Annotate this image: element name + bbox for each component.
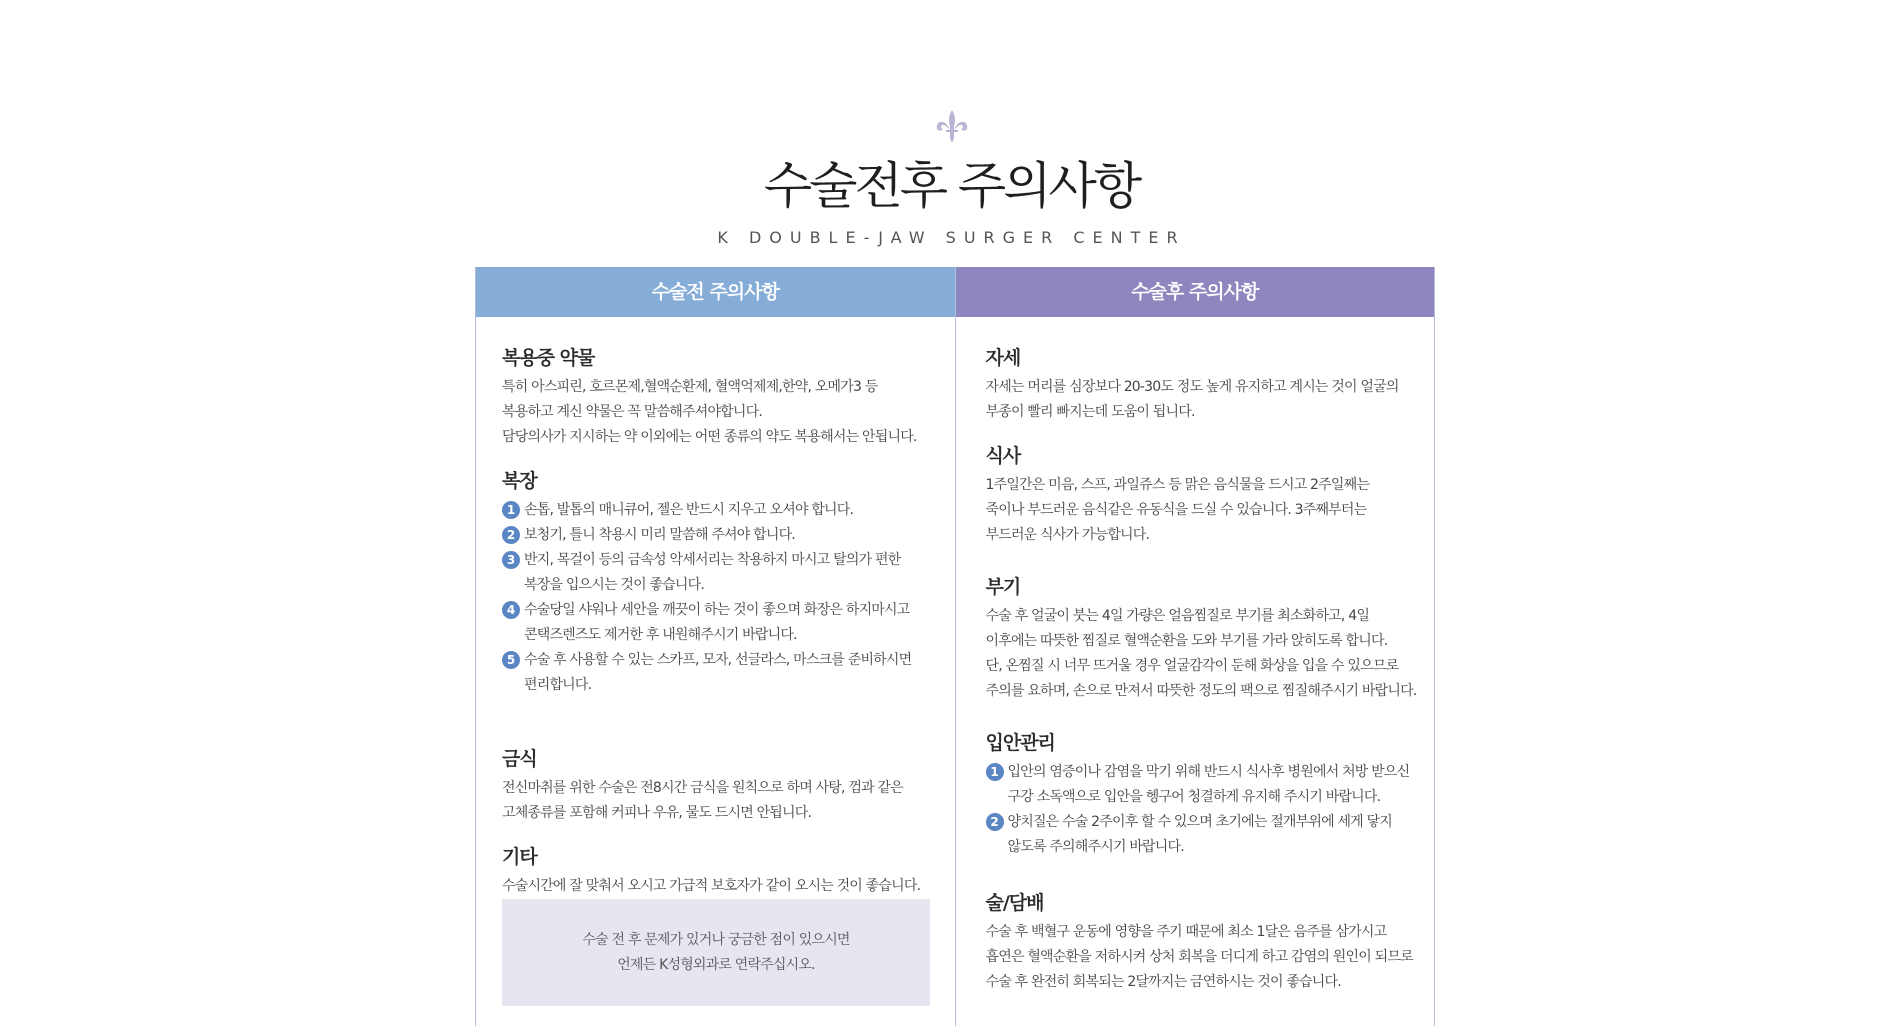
text-line: 입안의 염증이나 감염을 막기 위해 반드시 식사후 병원에서 처방 받으신 [1007,764,1410,780]
text-line: 않도록 주의해주시기 바랍니다. [1007,839,1184,855]
precautions-table [475,267,1435,1026]
text-line: 반지, 목걸이 등의 금속성 악세서리는 착용하지 마시고 탈의가 편한 [524,552,901,568]
text-line: 복용하고 계신 약물은 꼭 말씀해주셔야합니다. [502,404,763,420]
before-surgery-column [476,267,956,1026]
section-title: 기타 [502,846,537,868]
text-line: 특히 아스피린, 호르몬제,혈액순환제, 혈액억제제,한약, 오메가3 등 [502,379,878,395]
text-line: 고체종류를 포함해 커피나 우유, 물도 드시면 안됩니다. [502,805,812,821]
meal-section [986,443,1435,548]
page-subtitle: K DOUBLE-JAW SURGER CENTER [717,228,1186,247]
number-badge: 4 [502,601,520,619]
text-line: 수술 후 백혈구 운동에 영향을 주기 때문에 최소 1달은 음주를 삼가시고 [985,924,1387,940]
section-title: 술/담배 [985,892,1044,914]
text-line: 보청기, 틀니 착용시 미리 말씀해 주셔야 합니다. [524,527,795,543]
list-item [502,498,955,523]
before-surgery-heading: 수술전 주의사항 [476,267,955,317]
text-line: 수술 후 사용할 수 있는 스카프, 모자, 선글라스, 마스크를 준비하시면 [524,652,912,668]
after-surgery-heading: 수술후 주의사항 [956,267,1435,317]
section-title: 입안관리 [985,732,1055,754]
page-title: 수술전후 주의사항 [763,157,1140,215]
text-line: 편리합니다. [524,677,592,693]
attire-section [502,468,955,698]
posture-section [986,345,1435,425]
text-line: 1주일간은 미음, 스프, 과일쥬스 등 맑은 음식물을 드시고 2주일째는 [985,477,1370,493]
section-title: 식사 [985,445,1021,467]
text-line: 단, 온찜질 시 너무 뜨거울 경우 얼굴감각이 둔해 화상을 입을 수 있으므로 [985,658,1399,674]
text-line: 수술 후 얼굴이 붓는 4일 가량은 얼음찜질로 부기를 최소화하고, 4일 [985,608,1370,624]
list-item [502,523,955,548]
text-line: 구강 소독액으로 입안을 헹구어 청결하게 유지해 주시기 바랍니다. [1007,789,1381,805]
text-line: 전신마취를 위한 수술은 전8시간 금식을 원칙으로 하며 사탕, 껌과 같은 [502,780,903,796]
text-line: 수술시간에 잘 맞춰서 오시고 가급적 보호자가 같이 오시는 것이 좋습니다. [502,878,921,894]
oral-care-section [986,730,1435,860]
notice-line: 언제든 K성형외과로 연락주십시오. [617,956,815,973]
fleur-de-lis-icon [932,108,972,144]
text-line: 손톱, 발톱의 매니큐어, 젤은 반드시 지우고 오셔야 합니다. [524,502,854,518]
section-title: 복용중 약물 [502,347,595,369]
text-line: 콘택즈렌즈도 제거한 후 내원해주시기 바랍니다. [524,627,797,643]
medication-section [502,345,955,450]
section-title: 금식 [502,748,537,770]
text-line: 담당의사가 지시하는 약 이외에는 어떤 종류의 약도 복용해서는 안됩니다. [502,429,917,445]
list-item [502,598,955,648]
text-line: 흡연은 혈액순환을 저하시켜 상처 회복을 더디게 하고 감염의 원인이 되므로 [985,949,1413,965]
number-badge: 2 [986,813,1004,831]
number-badge: 2 [502,526,520,544]
number-badge: 1 [986,763,1004,781]
number-badge: 5 [502,651,520,669]
number-badge: 1 [502,501,520,519]
after-surgery-column [956,267,1435,1026]
page-header [0,108,1903,248]
notice-line: 수술 전 후 문제가 있거나 궁금한 점이 있으시면 [582,931,850,948]
text-line: 복장을 입으시는 것이 좋습니다. [524,577,705,593]
contact-notice-box [502,899,930,1006]
list-item [986,760,1435,810]
text-line: 주의를 요하며, 손으로 만져서 따뜻한 정도의 팩으로 찜질해주시기 바랍니다. [985,683,1417,699]
text-line: 자세는 머리를 심장보다 20-30도 정도 높게 유지하고 계시는 것이 얼굴의 [985,379,1399,395]
swelling-section [986,574,1435,704]
text-line: 부드러운 식사가 가능합니다. [985,527,1150,543]
text-line: 이후에는 따뜻한 찜질로 혈액순환을 도와 부기를 가라 앉히도록 합니다. [985,633,1388,649]
section-title: 복장 [502,470,537,492]
list-item [502,648,955,698]
text-line: 수술당일 샤워나 세안을 깨끗이 하는 것이 좋으며 화장은 하지마시고 [524,602,910,618]
text-line: 양치질은 수술 2주이후 할 수 있으며 초기에는 절개부위에 세게 닿지 [1007,814,1393,830]
text-line: 수술 후 완전히 회복되는 2달까지는 금연하시는 것이 좋습니다. [985,974,1341,990]
fasting-section [502,746,955,826]
number-badge: 3 [502,551,520,569]
section-title: 부기 [985,576,1021,598]
text-line: 부종이 빨리 빠지는데 도움이 됩니다. [985,404,1195,420]
text-line: 죽이나 부드러운 음식같은 유동식을 드실 수 있습니다. 3주째부터는 [985,502,1367,518]
list-item [986,810,1435,860]
alcohol-smoking-section [986,890,1435,995]
list-item [502,548,955,598]
etc-section [502,844,955,899]
section-title: 자세 [985,347,1021,369]
